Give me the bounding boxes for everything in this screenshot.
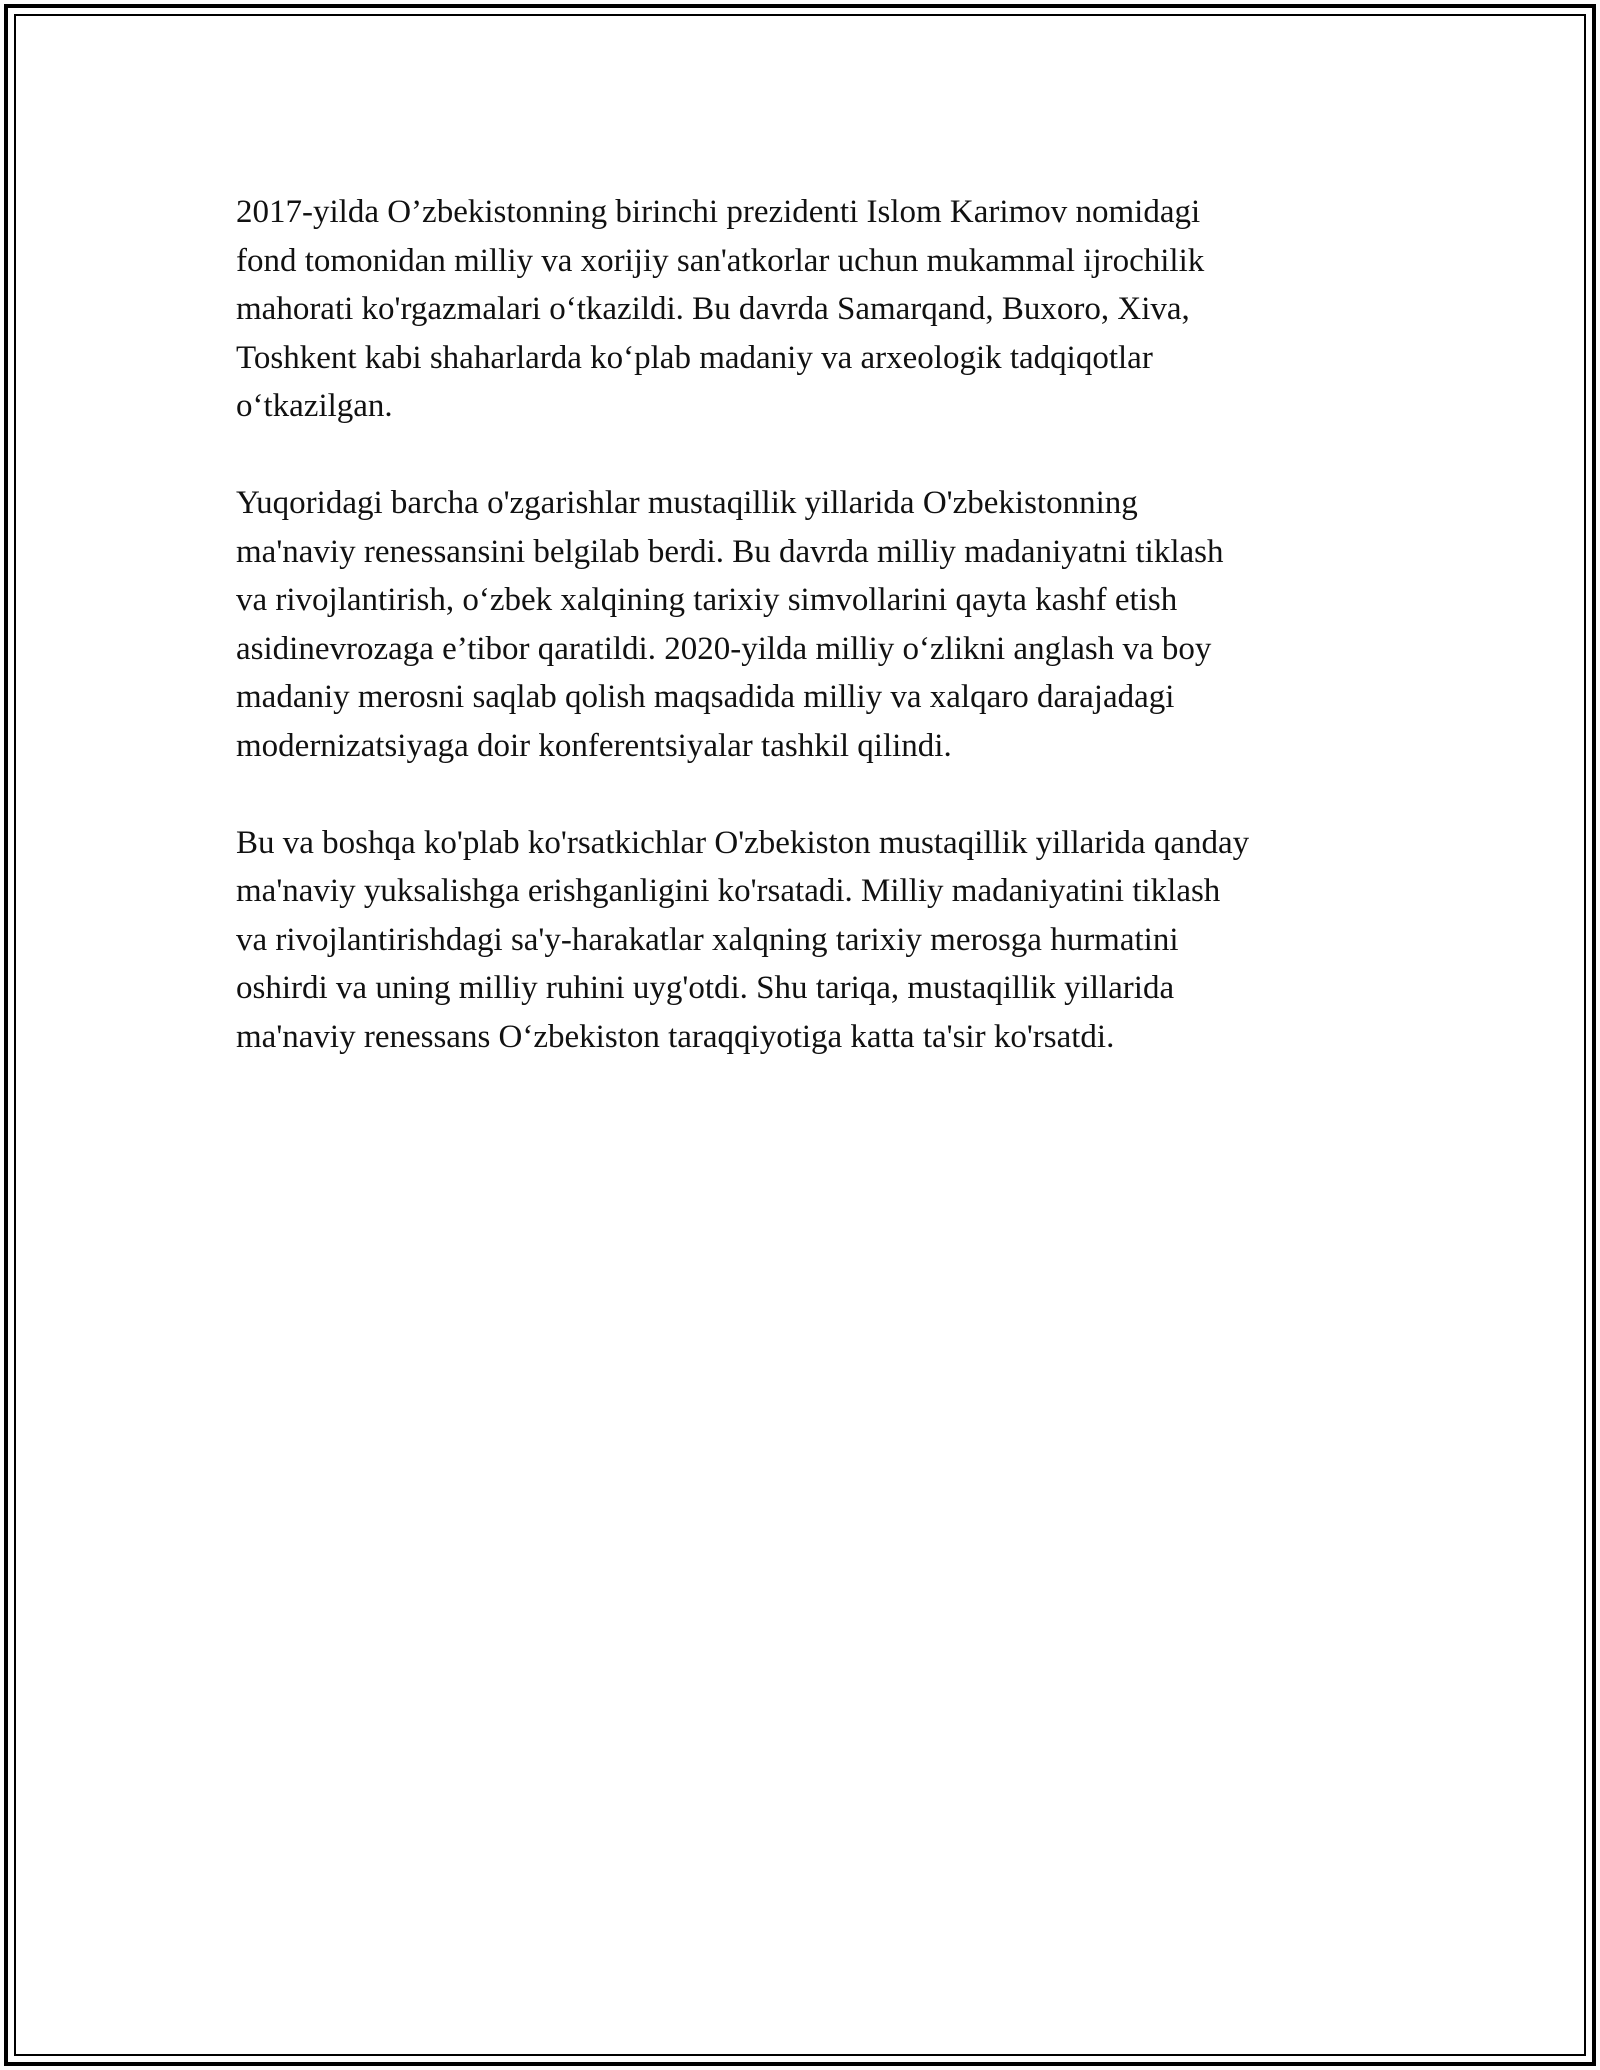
text-line: oshirdi va uning milliy ruhini uyg'otdi. Shu tariqa, mustaqillik yillarida — [236, 970, 1175, 1006]
text-line: fond tomonidan milliy va xorijiy san'atkorlar uchun mukammal ijrochilik — [236, 242, 1205, 279]
text-line: Toshkent kabi shaharlarda ko‘plab madaniy va arxeologik tadqiqotlar — [236, 339, 1153, 376]
paragraph-2 — [236, 479, 1376, 770]
text-line: asidinevrozaga e’tibor qaratildi. 2020-yilda milliy o‘zlikni anglash va boy — [236, 630, 1212, 667]
text-line: va rivojlantirish, o‘zbek xalqining tarixiy simvollarini qayta kashf etish — [236, 582, 1178, 618]
text-line: ma'naviy renessans O‘zbekiston taraqqiyotiga katta ta'sir ko'rsatdi. — [236, 1018, 1115, 1055]
text-line: Yuqoridagi barcha o'zgarishlar mustaqillik yillarida O'zbekistonning — [236, 485, 1138, 521]
text-line: madaniy merosni saqlab qolish maqsadida milliy va xalqaro darajadagi — [236, 679, 1175, 715]
document-body — [236, 188, 1376, 1110]
text-line: ma'naviy yuksalishga erishganligini ko'rsatadi. Milliy madaniyatini tiklash — [236, 873, 1221, 909]
text-line: mahorati ko'rgazmalari o‘tkazildi. Bu davrda Samarqand, Buxoro, Xiva, — [236, 291, 1190, 327]
text-line: va rivojlantirishdagi sa'y-harakatlar xalqning tarixiy merosga hurmatini — [236, 921, 1179, 958]
paragraph-1 — [236, 188, 1376, 431]
text-line: modernizatsiyaga doir konferentsiyalar tashkil qilindi. — [236, 727, 952, 764]
text-line: 2017-yilda O’zbekistonning birinchi prezidenti Islom Karimov nomidagi — [236, 194, 1201, 230]
text-line: o‘tkazilgan. — [236, 388, 393, 424]
paragraph-3 — [236, 819, 1376, 1062]
text-line: ma'naviy renessansini belgilab berdi. Bu davrda milliy madaniyatni tiklash — [236, 533, 1224, 570]
text-line: Bu va boshqa ko'plab ko'rsatkichlar O'zbekiston mustaqillik yillarida qanday — [236, 824, 1250, 861]
